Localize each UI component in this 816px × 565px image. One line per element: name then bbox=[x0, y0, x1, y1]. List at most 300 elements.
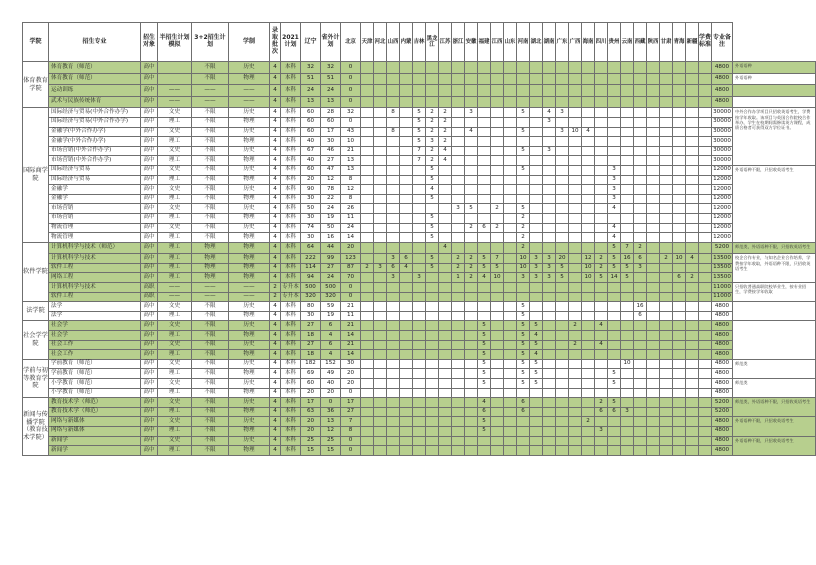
province-quota-cell bbox=[699, 340, 712, 350]
province-quota-cell bbox=[543, 436, 556, 446]
years-cell: 4 bbox=[270, 96, 281, 108]
province-quota-cell bbox=[699, 379, 712, 389]
liaoning-cell: 32 bbox=[321, 62, 341, 74]
province-quota-cell bbox=[413, 331, 426, 341]
province-quota-cell bbox=[634, 108, 647, 118]
province-quota-cell bbox=[491, 85, 504, 97]
province-quota-cell bbox=[543, 321, 556, 331]
province-quota-cell bbox=[426, 204, 439, 214]
out-of-province-cell: 14 bbox=[341, 233, 361, 243]
subject-req-cell: 物理 bbox=[229, 194, 270, 204]
province-quota-cell bbox=[582, 283, 595, 293]
subject-req-cell: 物理 bbox=[192, 273, 229, 283]
province-quota-cell bbox=[517, 283, 530, 293]
province-quota-cell: 5 bbox=[517, 340, 530, 350]
province-quota-cell bbox=[439, 62, 452, 74]
province-quota-cell bbox=[452, 108, 465, 118]
major-name: 体育教育（师范） bbox=[49, 73, 141, 85]
province-quota-cell: 5 bbox=[478, 254, 491, 264]
province-quota-cell bbox=[673, 350, 686, 360]
province-quota-cell bbox=[361, 292, 374, 302]
subject-req-cell: 不限 bbox=[192, 302, 229, 312]
batch-cell: 本科 bbox=[281, 302, 301, 312]
province-quota-cell bbox=[686, 146, 699, 156]
province-quota-cell bbox=[361, 108, 374, 118]
plan-2021-cell: 60 bbox=[301, 165, 321, 175]
province-quota-cell bbox=[647, 407, 660, 417]
province-quota-cell bbox=[504, 185, 517, 195]
major-remark bbox=[733, 302, 816, 321]
province-quota-cell bbox=[569, 292, 582, 302]
province-quota-cell bbox=[504, 137, 517, 147]
province-quota-cell bbox=[595, 359, 608, 369]
province-quota-cell bbox=[400, 417, 413, 427]
province-quota-cell bbox=[634, 62, 647, 74]
province-quota-cell bbox=[699, 204, 712, 214]
batch-cell: 本科 bbox=[281, 407, 301, 417]
province-quota-cell bbox=[699, 359, 712, 369]
province-quota-cell bbox=[400, 213, 413, 223]
province-quota-cell bbox=[543, 62, 556, 74]
major-remark: 外语语种 bbox=[733, 62, 816, 74]
province-quota-cell bbox=[634, 379, 647, 389]
province-quota-cell bbox=[556, 388, 569, 398]
province-quota-cell bbox=[647, 254, 660, 264]
province-quota-cell bbox=[634, 283, 647, 293]
header-cell: 学院 bbox=[23, 23, 49, 62]
province-quota-cell bbox=[478, 62, 491, 74]
province-quota-cell bbox=[660, 263, 673, 273]
province-quota-cell bbox=[413, 233, 426, 243]
province-quota-cell bbox=[530, 156, 543, 166]
province-quota-cell: 6 bbox=[400, 254, 413, 264]
province-quota-cell bbox=[699, 446, 712, 456]
province-quota-cell bbox=[699, 233, 712, 243]
province-quota-cell bbox=[374, 254, 387, 264]
header-cell: 天津 bbox=[361, 23, 374, 62]
province-quota-cell bbox=[543, 331, 556, 341]
province-quota-cell bbox=[478, 302, 491, 312]
subject-req-cell: —— bbox=[158, 283, 192, 293]
subject-req-cell: 不限 bbox=[192, 350, 229, 360]
province-quota-cell bbox=[699, 146, 712, 156]
province-quota-cell bbox=[465, 436, 478, 446]
plan-2021-cell: 80 bbox=[301, 302, 321, 312]
subject-req-cell: 物理 bbox=[229, 254, 270, 264]
province-quota-cell bbox=[621, 213, 634, 223]
subject-req-cell: 物理 bbox=[229, 117, 270, 127]
province-quota-cell bbox=[452, 302, 465, 312]
province-quota-cell: 2 bbox=[517, 233, 530, 243]
province-quota-cell bbox=[673, 233, 686, 243]
province-quota-cell bbox=[595, 388, 608, 398]
province-quota-cell bbox=[400, 350, 413, 360]
province-quota-cell: 20 bbox=[556, 254, 569, 264]
province-quota-cell bbox=[608, 426, 621, 436]
province-quota-cell bbox=[647, 85, 660, 97]
province-quota-cell: 5 bbox=[517, 321, 530, 331]
years-cell: 4 bbox=[270, 359, 281, 369]
province-quota-cell bbox=[530, 398, 543, 408]
province-quota-cell bbox=[491, 331, 504, 341]
province-quota-cell bbox=[621, 292, 634, 302]
province-quota-cell bbox=[439, 359, 452, 369]
province-quota-cell bbox=[361, 85, 374, 97]
province-quota-cell bbox=[673, 359, 686, 369]
out-of-province-cell: 87 bbox=[341, 263, 361, 273]
years-cell: 4 bbox=[270, 369, 281, 379]
province-quota-cell bbox=[361, 62, 374, 74]
years-cell: 4 bbox=[270, 436, 281, 446]
province-quota-cell bbox=[413, 302, 426, 312]
out-of-province-cell: 0 bbox=[341, 436, 361, 446]
liaoning-cell: 22 bbox=[321, 194, 341, 204]
province-quota-cell bbox=[491, 283, 504, 293]
province-quota-cell bbox=[504, 127, 517, 137]
province-quota-cell: 10 bbox=[517, 263, 530, 273]
province-quota-cell: 5 bbox=[517, 108, 530, 118]
province-quota-cell bbox=[686, 263, 699, 273]
major-name: 教育技术学（师范） bbox=[49, 398, 141, 408]
province-quota-cell bbox=[400, 137, 413, 147]
tuition-cell: 4800 bbox=[712, 331, 733, 341]
province-quota-cell bbox=[686, 137, 699, 147]
province-quota-cell bbox=[673, 379, 686, 389]
subject-req-cell: 物理 bbox=[229, 369, 270, 379]
province-quota-cell bbox=[465, 388, 478, 398]
province-quota-cell bbox=[660, 379, 673, 389]
province-quota-cell bbox=[452, 446, 465, 456]
province-quota-cell bbox=[426, 302, 439, 312]
province-quota-cell: 4 bbox=[608, 223, 621, 233]
province-quota-cell bbox=[699, 273, 712, 283]
header-cell: 海南 bbox=[582, 23, 595, 62]
province-quota-cell bbox=[374, 311, 387, 321]
target-cell: 高中 bbox=[141, 137, 158, 147]
years-cell: 4 bbox=[270, 302, 281, 312]
subject-req-cell: 不限 bbox=[192, 233, 229, 243]
province-quota-cell bbox=[478, 73, 491, 85]
province-quota-cell bbox=[517, 446, 530, 456]
province-quota-cell: 2 bbox=[426, 117, 439, 127]
province-quota-cell bbox=[452, 62, 465, 74]
province-quota-cell bbox=[556, 321, 569, 331]
province-quota-cell bbox=[699, 85, 712, 97]
province-quota-cell bbox=[569, 379, 582, 389]
province-quota-cell bbox=[699, 96, 712, 108]
province-quota-cell: 6 bbox=[608, 407, 621, 417]
province-quota-cell bbox=[387, 204, 400, 214]
province-quota-cell bbox=[660, 175, 673, 185]
province-quota-cell bbox=[361, 96, 374, 108]
province-quota-cell bbox=[387, 369, 400, 379]
province-quota-cell bbox=[387, 223, 400, 233]
table-row bbox=[23, 311, 816, 321]
province-quota-cell bbox=[543, 194, 556, 204]
province-quota-cell bbox=[634, 446, 647, 456]
province-quota-cell bbox=[374, 73, 387, 85]
province-quota-cell bbox=[413, 321, 426, 331]
years-cell: 4 bbox=[270, 127, 281, 137]
province-quota-cell: 2 bbox=[439, 127, 452, 137]
province-quota-cell bbox=[452, 321, 465, 331]
province-quota-cell bbox=[686, 108, 699, 118]
subject-req-cell: 历史 bbox=[229, 146, 270, 156]
plan-2021-cell: 24 bbox=[301, 85, 321, 97]
province-quota-cell bbox=[400, 283, 413, 293]
province-quota-cell bbox=[647, 398, 660, 408]
province-quota-cell: 5 bbox=[517, 359, 530, 369]
target-cell: 高中 bbox=[141, 340, 158, 350]
batch-cell: 本科 bbox=[281, 242, 301, 254]
target-cell: 高中 bbox=[141, 398, 158, 408]
province-quota-cell bbox=[699, 321, 712, 331]
out-of-province-cell: 70 bbox=[341, 273, 361, 283]
province-quota-cell bbox=[400, 359, 413, 369]
province-quota-cell bbox=[595, 108, 608, 118]
province-quota-cell bbox=[400, 62, 413, 74]
province-quota-cell bbox=[660, 137, 673, 147]
province-quota-cell bbox=[387, 85, 400, 97]
province-quota-cell: 5 bbox=[478, 263, 491, 273]
province-quota-cell bbox=[673, 436, 686, 446]
province-quota-cell bbox=[426, 292, 439, 302]
header-cell: 录取批次 bbox=[270, 23, 281, 62]
province-quota-cell bbox=[569, 283, 582, 293]
province-quota-cell bbox=[465, 417, 478, 427]
province-quota-cell bbox=[413, 359, 426, 369]
table-row bbox=[23, 204, 816, 214]
out-of-province-cell: 123 bbox=[341, 254, 361, 264]
province-quota-cell bbox=[361, 379, 374, 389]
province-quota-cell: 3 bbox=[608, 194, 621, 204]
province-quota-cell bbox=[608, 283, 621, 293]
province-quota-cell bbox=[699, 407, 712, 417]
province-quota-cell bbox=[504, 446, 517, 456]
years-cell: 4 bbox=[270, 388, 281, 398]
province-quota-cell: 2 bbox=[452, 263, 465, 273]
province-quota-cell bbox=[699, 436, 712, 446]
province-quota-cell bbox=[439, 263, 452, 273]
province-quota-cell bbox=[569, 273, 582, 283]
plan-2021-cell: 25 bbox=[301, 436, 321, 446]
province-quota-cell bbox=[543, 175, 556, 185]
province-quota-cell bbox=[478, 446, 491, 456]
liaoning-cell: 17 bbox=[321, 127, 341, 137]
subject-req-cell: 历史 bbox=[229, 302, 270, 312]
province-quota-cell: 5 bbox=[608, 242, 621, 254]
province-quota-cell: 4 bbox=[608, 233, 621, 243]
province-quota-cell bbox=[361, 242, 374, 254]
province-quota-cell bbox=[374, 359, 387, 369]
subject-req-cell: 理工 bbox=[158, 156, 192, 166]
province-quota-cell bbox=[387, 350, 400, 360]
province-quota-cell bbox=[478, 204, 491, 214]
table-row bbox=[23, 398, 816, 408]
province-quota-cell bbox=[556, 165, 569, 175]
province-quota-cell bbox=[699, 426, 712, 436]
province-quota-cell bbox=[569, 185, 582, 195]
province-quota-cell bbox=[569, 331, 582, 341]
table-row bbox=[23, 446, 816, 456]
province-quota-cell bbox=[673, 340, 686, 350]
province-quota-cell: 6 bbox=[634, 311, 647, 321]
years-cell: 4 bbox=[270, 426, 281, 436]
province-quota-cell bbox=[491, 165, 504, 175]
province-quota-cell bbox=[556, 242, 569, 254]
subject-req-cell: 物理 bbox=[229, 263, 270, 273]
province-quota-cell: 10 bbox=[517, 254, 530, 264]
province-quota-cell bbox=[361, 273, 374, 283]
province-quota-cell bbox=[452, 331, 465, 341]
province-quota-cell bbox=[582, 85, 595, 97]
target-cell: 高中 bbox=[141, 127, 158, 137]
liaoning-cell: 20 bbox=[321, 388, 341, 398]
province-quota-cell bbox=[465, 62, 478, 74]
province-quota-cell bbox=[647, 417, 660, 427]
batch-cell: 本科 bbox=[281, 73, 301, 85]
province-quota-cell bbox=[634, 369, 647, 379]
province-quota-cell bbox=[504, 156, 517, 166]
years-cell: 4 bbox=[270, 213, 281, 223]
province-quota-cell bbox=[465, 407, 478, 417]
province-quota-cell bbox=[452, 73, 465, 85]
subject-req-cell: 不限 bbox=[192, 194, 229, 204]
province-quota-cell: 12 bbox=[582, 254, 595, 264]
province-quota-cell bbox=[686, 350, 699, 360]
province-quota-cell bbox=[374, 417, 387, 427]
province-quota-cell bbox=[699, 417, 712, 427]
province-quota-cell: 3 bbox=[543, 254, 556, 264]
tuition-cell: 12000 bbox=[712, 185, 733, 195]
major-name: 市场营销 bbox=[49, 204, 141, 214]
province-quota-cell bbox=[426, 398, 439, 408]
header-cell: 专业备注 bbox=[712, 23, 733, 62]
out-of-province-cell: 17 bbox=[341, 398, 361, 408]
province-quota-cell bbox=[595, 62, 608, 74]
province-quota-cell bbox=[686, 436, 699, 446]
province-quota-cell bbox=[504, 62, 517, 74]
province-quota-cell: 10 bbox=[491, 273, 504, 283]
province-quota-cell bbox=[595, 96, 608, 108]
header-cell: 广东 bbox=[556, 23, 569, 62]
subject-req-cell: —— bbox=[158, 96, 192, 108]
liaoning-cell: 4 bbox=[321, 331, 341, 341]
province-quota-cell bbox=[413, 292, 426, 302]
province-quota-cell: 5 bbox=[426, 194, 439, 204]
province-quota-cell bbox=[569, 233, 582, 243]
major-name: 软件工程 bbox=[49, 292, 141, 302]
province-quota-cell: 5 bbox=[478, 369, 491, 379]
province-quota-cell: 3 bbox=[543, 273, 556, 283]
liaoning-cell: 60 bbox=[321, 117, 341, 127]
province-quota-cell bbox=[452, 350, 465, 360]
province-quota-cell bbox=[621, 340, 634, 350]
province-quota-cell bbox=[374, 331, 387, 341]
table-row bbox=[23, 194, 816, 204]
liaoning-cell: 12 bbox=[321, 175, 341, 185]
province-quota-cell bbox=[686, 407, 699, 417]
province-quota-cell: 7 bbox=[413, 146, 426, 156]
province-quota-cell bbox=[647, 436, 660, 446]
province-quota-cell bbox=[660, 213, 673, 223]
province-quota-cell: 5 bbox=[608, 254, 621, 264]
province-quota-cell bbox=[491, 156, 504, 166]
target-cell: 高中 bbox=[141, 194, 158, 204]
province-quota-cell: 2 bbox=[517, 213, 530, 223]
province-quota-cell bbox=[465, 426, 478, 436]
province-quota-cell bbox=[634, 85, 647, 97]
province-quota-cell bbox=[374, 156, 387, 166]
province-quota-cell bbox=[699, 242, 712, 254]
tuition-cell: 4800 bbox=[712, 96, 733, 108]
province-quota-cell bbox=[465, 165, 478, 175]
province-quota-cell bbox=[660, 292, 673, 302]
province-quota-cell bbox=[556, 156, 569, 166]
batch-cell: 本科 bbox=[281, 185, 301, 195]
plan-2021-cell: 15 bbox=[301, 446, 321, 456]
province-quota-cell: 6 bbox=[478, 223, 491, 233]
province-quota-cell bbox=[686, 321, 699, 331]
province-quota-cell bbox=[543, 233, 556, 243]
province-quota-cell bbox=[608, 359, 621, 369]
province-quota-cell bbox=[699, 223, 712, 233]
province-quota-cell: 2 bbox=[465, 273, 478, 283]
province-quota-cell bbox=[465, 213, 478, 223]
out-of-province-cell: 0 bbox=[341, 292, 361, 302]
header-cell: 黑龙江 bbox=[426, 23, 439, 62]
subject-req-cell: 不限 bbox=[192, 311, 229, 321]
province-quota-cell bbox=[699, 117, 712, 127]
province-quota-cell: 3 bbox=[543, 117, 556, 127]
province-quota-cell: 3 bbox=[608, 165, 621, 175]
province-quota-cell bbox=[686, 175, 699, 185]
out-of-province-cell: 30 bbox=[341, 359, 361, 369]
province-quota-cell: 2 bbox=[465, 223, 478, 233]
header-cell: 贵州 bbox=[608, 23, 621, 62]
header-cell: 省外计划 bbox=[321, 23, 341, 62]
province-quota-cell bbox=[530, 117, 543, 127]
province-quota-cell bbox=[634, 350, 647, 360]
province-quota-cell bbox=[400, 223, 413, 233]
province-quota-cell bbox=[582, 204, 595, 214]
province-quota-cell bbox=[556, 223, 569, 233]
province-quota-cell bbox=[621, 321, 634, 331]
province-quota-cell bbox=[478, 156, 491, 166]
table-row bbox=[23, 137, 816, 147]
province-quota-cell bbox=[374, 127, 387, 137]
province-quota-cell: 5 bbox=[413, 117, 426, 127]
province-quota-cell bbox=[374, 398, 387, 408]
subject-req-cell: 不限 bbox=[192, 223, 229, 233]
plan-2021-cell: 90 bbox=[301, 185, 321, 195]
out-of-province-cell: 20 bbox=[341, 369, 361, 379]
batch-cell: 本科 bbox=[281, 417, 301, 427]
province-quota-cell bbox=[647, 331, 660, 341]
province-quota-cell bbox=[686, 85, 699, 97]
province-quota-cell bbox=[595, 156, 608, 166]
tuition-cell: 12000 bbox=[712, 194, 733, 204]
enrollment-table bbox=[22, 22, 816, 456]
years-cell: 4 bbox=[270, 156, 281, 166]
liaoning-cell: 19 bbox=[321, 311, 341, 321]
liaoning-cell: 99 bbox=[321, 254, 341, 264]
province-quota-cell bbox=[465, 379, 478, 389]
province-quota-cell bbox=[478, 388, 491, 398]
province-quota-cell bbox=[413, 426, 426, 436]
years-cell: 4 bbox=[270, 321, 281, 331]
province-quota-cell: 5 bbox=[478, 417, 491, 427]
